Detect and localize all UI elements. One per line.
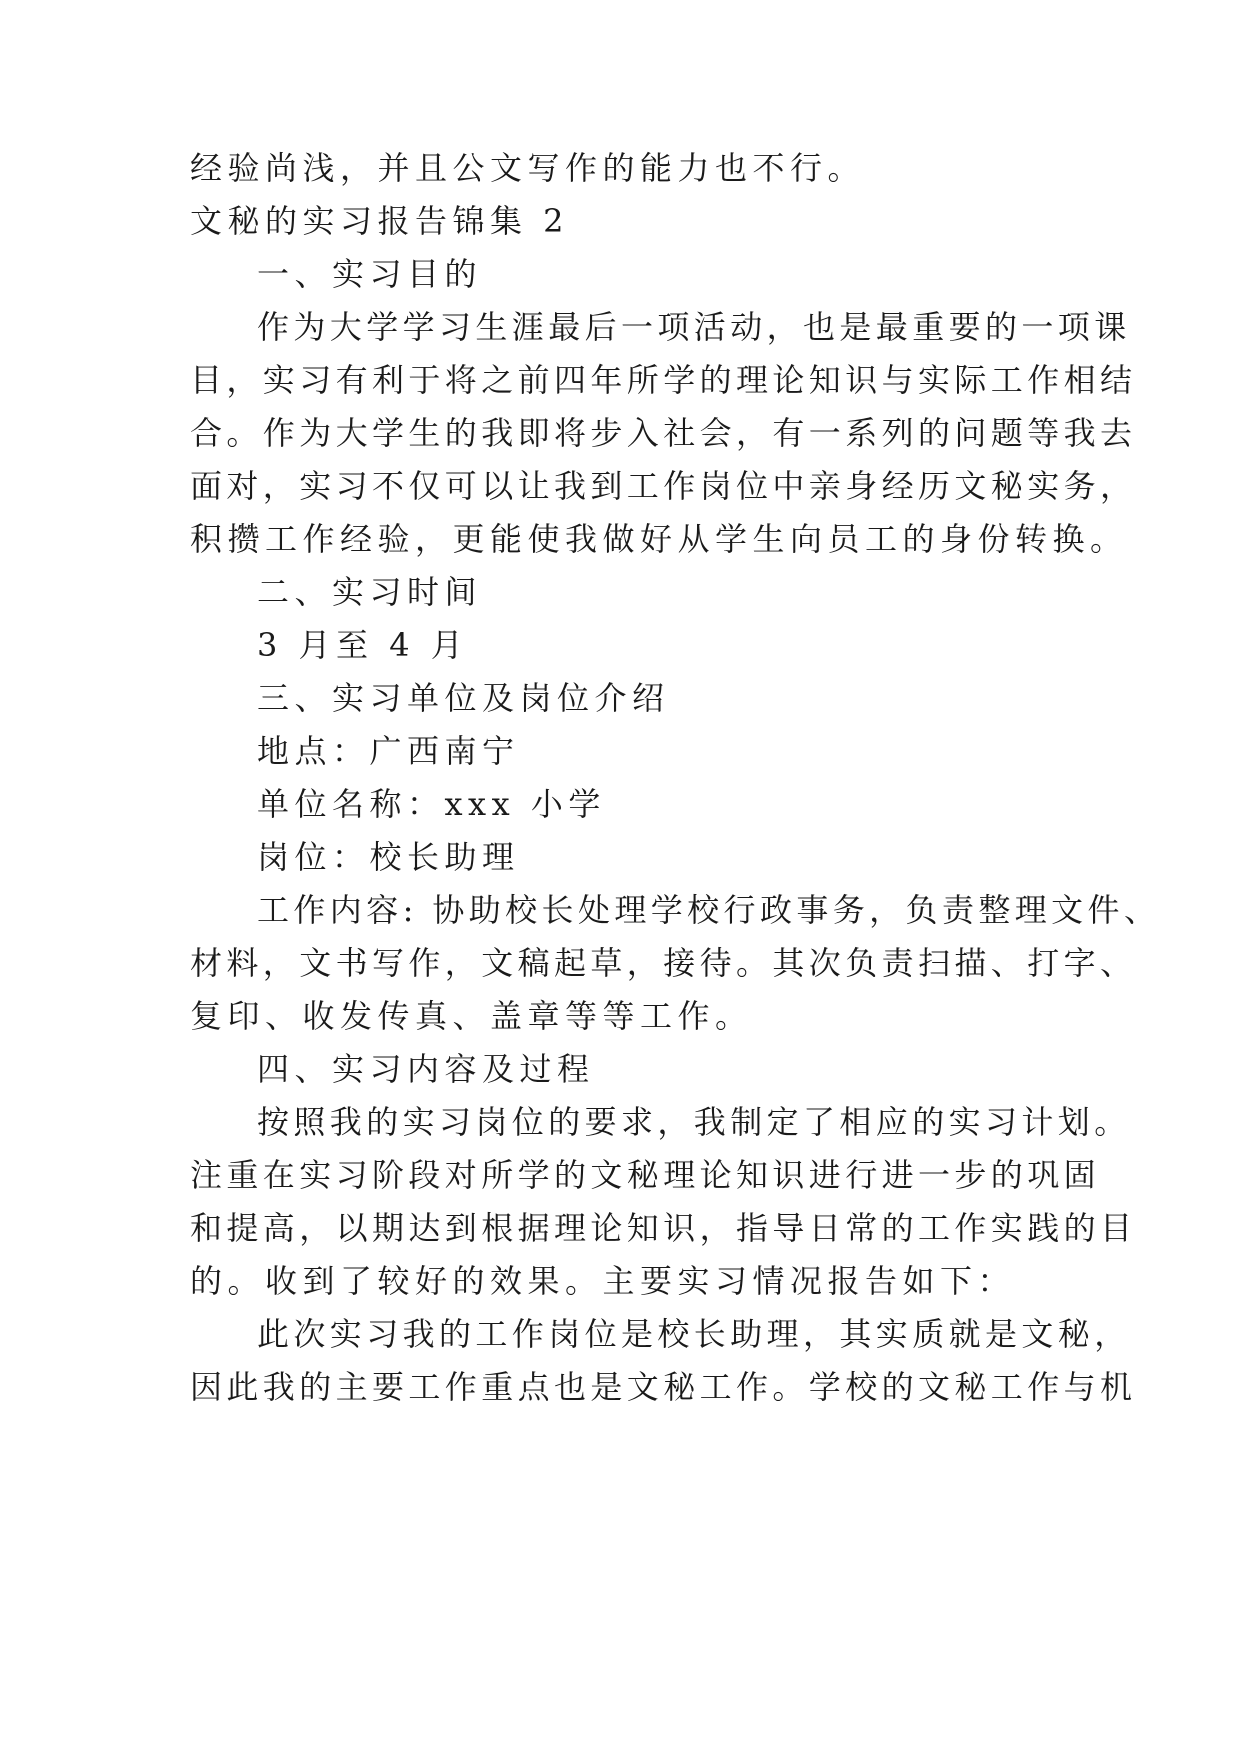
text-line: 地点：广西南宁 <box>257 732 520 770</box>
paragraph-line: 材料，文书写作，文稿起草，接待。其次负责扫描、打字、 <box>190 944 1137 982</box>
heading-4: 四、实习内容及过程 <box>257 1050 595 1088</box>
text-line: 3 月至 4 月 <box>257 626 469 664</box>
paragraph-line: 积攒工作经验，更能使我做好从学生向员工的身份转换。 <box>190 520 1128 558</box>
paragraph-line: 目，实习有利于将之前四年所学的理论知识与实际工作相结 <box>190 361 1137 399</box>
heading-3: 三、实习单位及岗位介绍 <box>257 679 670 717</box>
heading-1: 一、实习目的 <box>257 255 483 293</box>
paragraph-line: 合。作为大学生的我即将步入社会，有一系列的问题等我去 <box>190 414 1137 452</box>
paragraph-line: 按照我的实习岗位的要求，我制定了相应的实习计划。 <box>257 1103 1131 1141</box>
paragraph-line: 作为大学学习生涯最后一项活动，也是最重要的一项课 <box>257 308 1131 346</box>
paragraph-line: 复印、收发传真、盖章等等工作。 <box>190 997 753 1035</box>
paragraph-line: 和提高，以期达到根据理论知识，指导日常的工作实践的目 <box>190 1209 1137 1247</box>
section-title: 文秘的实习报告锦集 2 <box>190 202 570 240</box>
paragraph-line: 此次实习我的工作岗位是校长助理，其实质就是文秘， <box>257 1315 1131 1353</box>
paragraph-line: 因此我的主要工作重点也是文秘工作。学校的文秘工作与机 <box>190 1368 1137 1406</box>
paragraph-line: 注重在实习阶段对所学的文秘理论知识进行进一步的巩固 <box>190 1156 1101 1194</box>
heading-2: 二、实习时间 <box>257 573 483 611</box>
text-line: 单位名称：xxx 小学 <box>257 785 606 823</box>
paragraph-line: 的。收到了较好的效果。主要实习情况报告如下： <box>190 1262 1016 1300</box>
text-line: 经验尚浅，并且公文写作的能力也不行。 <box>190 149 866 187</box>
paragraph-line: 工作内容: 协助校长处理学校行政事务，负责整理文件、 <box>257 891 1161 929</box>
paragraph-line: 面对，实习不仅可以让我到工作岗位中亲身经历文秘实务， <box>190 467 1137 505</box>
text-line: 岗位：校长助理 <box>257 838 520 876</box>
